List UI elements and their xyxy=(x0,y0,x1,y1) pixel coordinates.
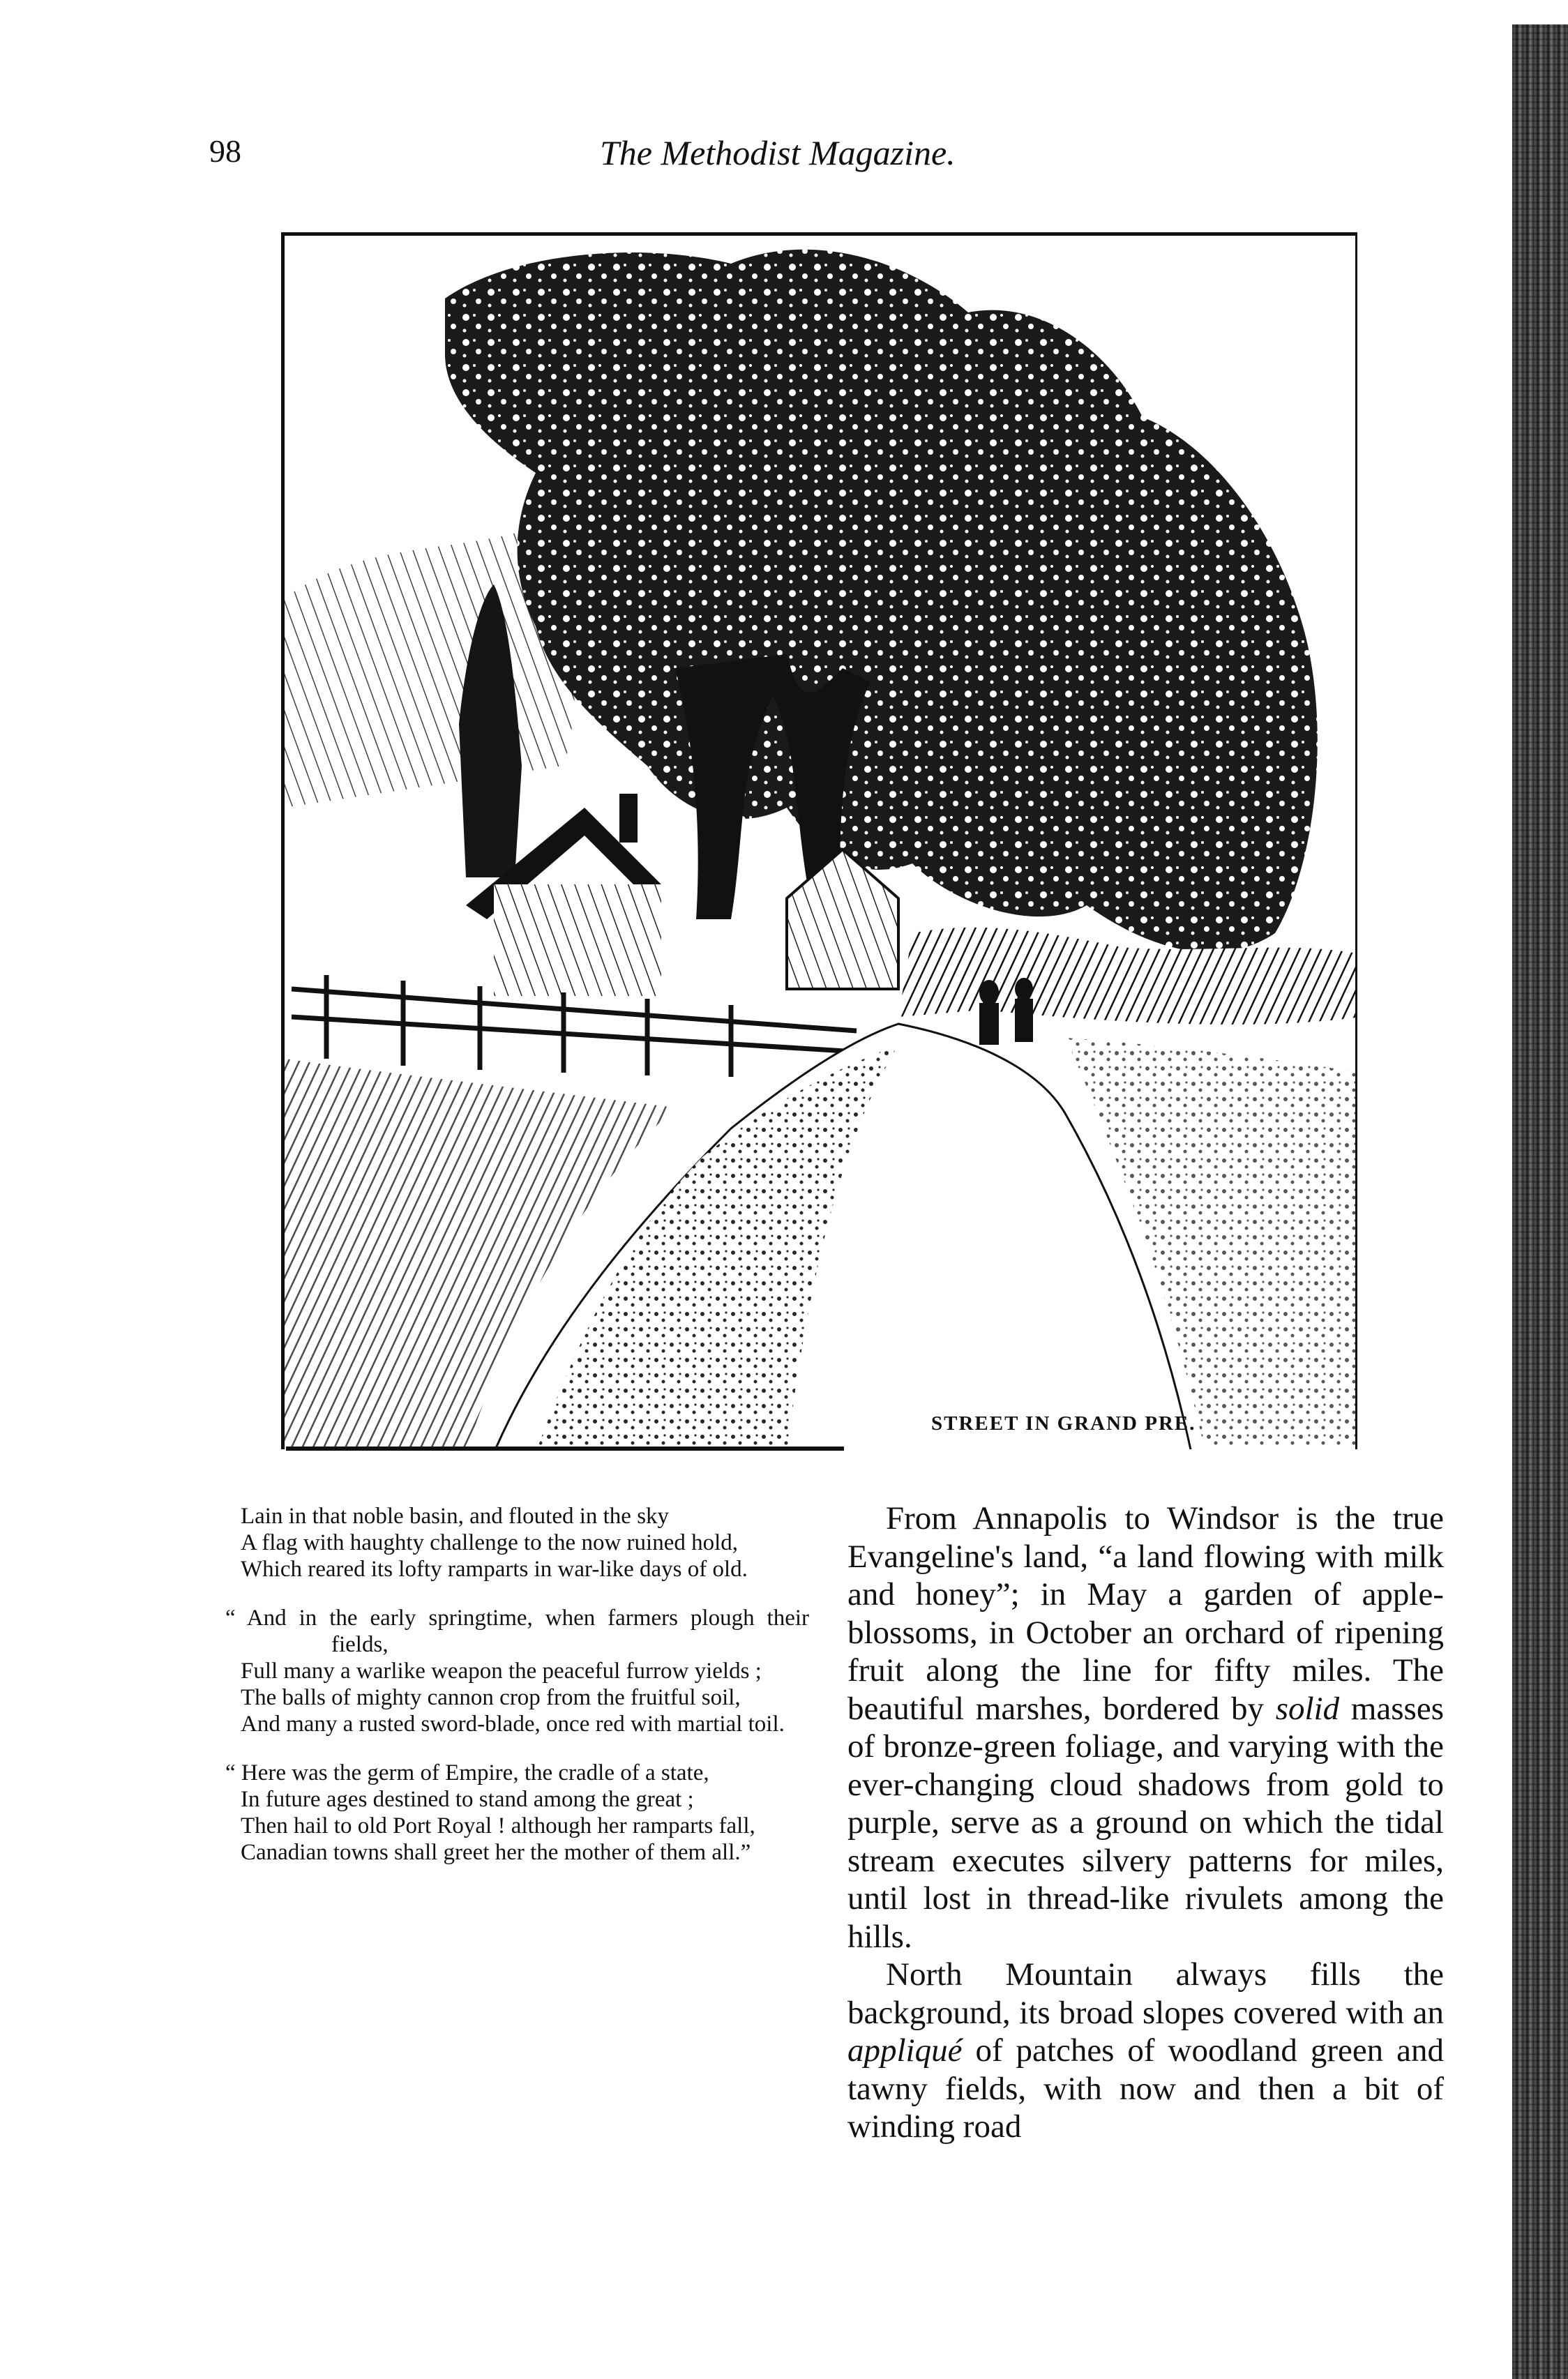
engraving-plate xyxy=(281,232,1357,1449)
prose-text: masses of bronze-green foliage, and varying with the ever-changing cloud shadows from gold to purple, serve as a ground on which the tidal stream executes silvery patterns for miles, until lost in thread-like rivulets among the hills. xyxy=(847,1690,1444,1955)
prose-emphasis: appliqué xyxy=(847,2032,963,2069)
poem-line: In future ages destined to stand among the great ; xyxy=(241,1787,694,1812)
running-title: The Methodist Magazine. xyxy=(600,133,956,172)
scanned-page-edge xyxy=(1512,0,1568,2379)
poem-line: “ And in the early springtime, when farmers plough their fields, xyxy=(225,1606,809,1657)
poem-line: Then hail to old Port Royal ! although her ramparts fall, xyxy=(241,1813,755,1838)
poem-stanza xyxy=(241,1503,809,1583)
poem-line: Full many a warlike weapon the peaceful furrow yields ; xyxy=(241,1659,762,1684)
prose-paragraph xyxy=(847,1500,1444,1956)
house-chimney xyxy=(619,794,638,843)
poem-line: “ Here was the germ of Empire, the cradle of a state, xyxy=(225,1760,709,1785)
house-wall xyxy=(494,884,661,996)
page-edge-gap xyxy=(1512,0,1568,24)
poem-line: The balls of mighty cannon crop from the fruitful soil, xyxy=(241,1685,741,1710)
poem-line: Canadian towns shall greet her the mother of them all.” xyxy=(241,1840,751,1865)
poem-line: Which reared its lofty ramparts in war-like days of old. xyxy=(241,1557,748,1582)
poem-column xyxy=(225,1503,809,1888)
poem-line: A flag with haughty challenge to the now ruined hold, xyxy=(241,1530,739,1555)
prose-text: of patches of woodland green and tawny fields, with now and then a bit of winding road xyxy=(847,2032,1444,2145)
street-engraving xyxy=(285,236,1357,1449)
prose-emphasis: solid xyxy=(1275,1690,1340,1727)
plate-bottom-rule xyxy=(286,1447,844,1451)
poem-line: And many a rusted sword-blade, once red with martial toil. xyxy=(241,1712,785,1737)
illustration-caption: STREET IN GRAND PRE. xyxy=(931,1412,1196,1435)
prose-text: From Annapolis to Windsor is the true Evangeline's land, “a land flowing with milk and honey”; in May a garden of apple-blossoms, in October an orchard of ripening fruit along the line for fifty miles. The beautiful marshes, bordered by xyxy=(847,1500,1444,1727)
poem-stanza xyxy=(225,1605,809,1737)
poem-stanza xyxy=(225,1760,809,1866)
prose-paragraph xyxy=(847,1956,1444,2146)
page-number: 98 xyxy=(209,133,241,169)
poem-line: Lain in that noble basin, and flouted in the sky xyxy=(241,1504,670,1529)
prose-text: North Mountain always fills the background, its broad slopes covered with an xyxy=(847,1956,1444,2031)
prose-column xyxy=(847,1500,1444,2146)
